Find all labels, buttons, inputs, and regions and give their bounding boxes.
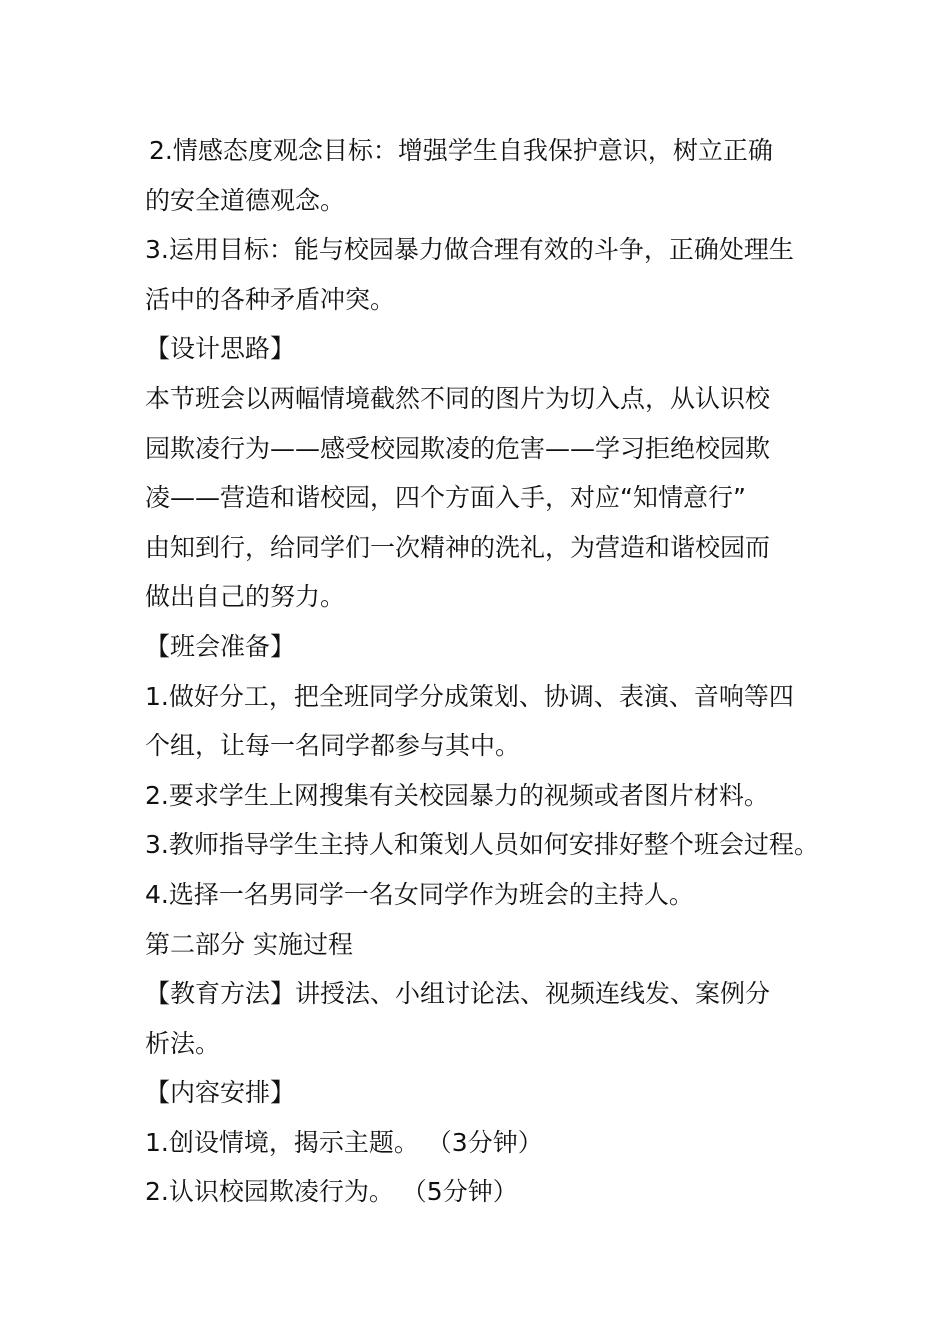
section-heading-content: 【内容安排】 — [145, 1078, 296, 1108]
content-item-1: 1.创设情境，揭示主题。 （3分钟） — [145, 1127, 543, 1157]
part-two-heading: 第二部分 实施过程 — [145, 929, 353, 959]
prep-item-1-line-2: 个组，让每一名同学都参与其中。 — [145, 731, 521, 761]
document-body — [145, 126, 819, 1217]
goal-apply-line-2: 活中的各种矛盾冲突。 — [145, 284, 396, 314]
design-paragraph-line-5: 做出自己的努力。 — [145, 582, 346, 612]
content-item-2: 2.认识校园欺凌行为。 （5分钟） — [145, 1177, 518, 1207]
goal-emotion-line-2: 的安全道德观念。 — [145, 185, 346, 215]
prep-item-3: 3.教师指导学生主持人和策划人员如何安排好整个班会过程。 — [145, 830, 819, 860]
teaching-methods-line-2: 析法。 — [145, 1028, 221, 1058]
design-paragraph-line-4: 由知到行，给同学们一次精神的洗礼，为营造和谐校园而 — [145, 532, 771, 562]
section-heading-design: 【设计思路】 — [145, 334, 296, 364]
design-paragraph-line-1: 本节班会以两幅情境截然不同的图片为切入点，从认识校 — [145, 383, 771, 413]
prep-item-4: 4.选择一名男同学一名女同学作为班会的主持人。 — [145, 879, 694, 909]
prep-item-2: 2.要求学生上网搜集有关校园暴力的视频或者图片材料。 — [145, 780, 769, 810]
goal-apply-line-1: 3.运用目标：能与校园暴力做合理有效的斗争，正确处理生 — [145, 235, 794, 265]
teaching-methods-line-1: 【教育方法】讲授法、小组讨论法、视频连线发、案例分 — [145, 979, 771, 1009]
section-heading-preparation: 【班会准备】 — [145, 631, 296, 661]
goal-emotion-line-1: 2.情感态度观念目标：增强学生自我保护意识，树立正确 — [149, 136, 773, 165]
design-paragraph-line-3: 凌——营造和谐校园，四个方面入手，对应“知情意行” — [145, 483, 746, 513]
design-paragraph-line-2: 园欺凌行为——感受校园欺凌的危害——学习拒绝校园欺 — [145, 433, 771, 463]
prep-item-1-line-1: 1.做好分工，把全班同学分成策划、协调、表演、音响等四 — [145, 681, 794, 711]
